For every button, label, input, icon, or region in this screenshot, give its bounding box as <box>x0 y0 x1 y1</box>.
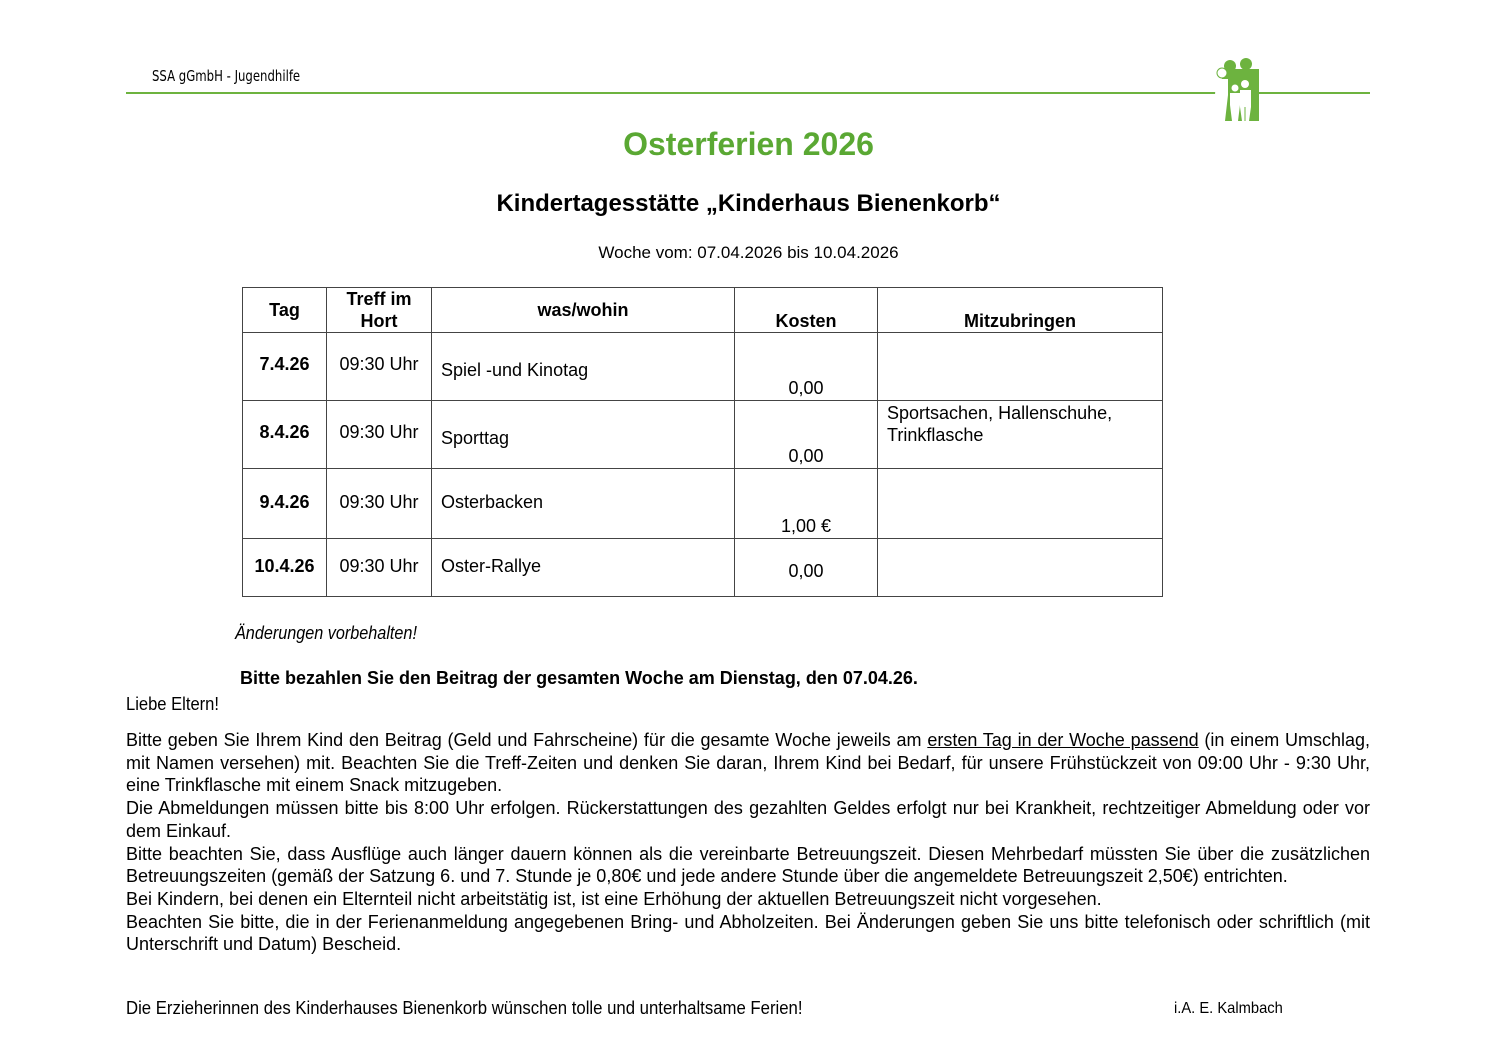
cell-treff: 09:30 Uhr <box>327 469 432 539</box>
cell-kosten: 0,00 <box>735 539 878 597</box>
cell-was: Sporttag <box>432 401 735 469</box>
page-title: Osterferien 2026 <box>623 126 874 162</box>
header-was: was/wohin <box>432 288 735 333</box>
cell-tag: 9.4.26 <box>243 469 327 539</box>
cell-kosten: 0,00 <box>735 401 878 469</box>
table-header-row <box>243 288 1163 333</box>
cell-was: Oster-Rallye <box>432 539 735 597</box>
organization-name: SSA gGmbH - Jugendhilfe <box>152 67 301 85</box>
signature: i.A. E. Kalmbach <box>1174 1000 1283 1017</box>
cell-kosten: 1,00 € <box>735 469 878 539</box>
closing-text: Die Erzieherinnen des Kinderhauses Bienenkorb wünschen tolle und unterhaltsame Ferien! <box>126 998 803 1018</box>
cell-tag: 8.4.26 <box>243 401 327 469</box>
header-kosten: Kosten <box>735 288 878 333</box>
header-divider <box>126 92 1370 94</box>
payment-notice: Bitte bezahlen Sie den Beitrag der gesamten Woche am Dienstag, den 07.04.26. <box>240 668 918 688</box>
paragraph-text: (in einem Umschlag, mit Namen versehen) mit. Beachten Sie die Treff-Zeiten und denken Sie daran, Ihrem Kind bei Bedarf, für unsere Frühstückzeit von 09:00 Uhr - 9:30 Uhr, eine Trinkflasche mit einem Snack mitzugeben. <box>126 730 1370 796</box>
page-subtitle: Kindertagesstätte „Kinderhaus Bienenkorb“ <box>496 190 1001 217</box>
changes-reserved-note: Änderungen vorbehalten! <box>235 623 417 643</box>
underlined-text: ersten Tag in der Woche passend <box>927 730 1199 750</box>
cell-was: Osterbacken <box>432 469 735 539</box>
cell-treff: 09:30 Uhr <box>327 401 432 469</box>
cell-mitzubringen <box>878 539 1163 597</box>
paragraph-text: Bitte geben Sie Ihrem Kind den Beitrag (Geld und Fahrscheine) für die gesamte Woche jeweils am <box>126 730 928 750</box>
week-range: Woche vom: 07.04.2026 bis 10.04.2026 <box>598 243 899 262</box>
greeting: Liebe Eltern! <box>126 694 219 714</box>
cell-mitzubringen <box>878 333 1163 401</box>
schedule-table <box>242 287 1163 597</box>
paragraph-cancellation: Die Abmeldungen müssen bitte bis 8:00 Uhr erfolgen. Rückerstattungen des gezahlten Geldes erfolgt nur bei Krankheit, rechtzeitiger Abmeldung oder vor dem Einkauf. <box>126 798 1370 841</box>
cell-treff: 09:30 Uhr <box>327 539 432 597</box>
cell-tag: 10.4.26 <box>243 539 327 597</box>
body-text <box>126 729 1370 956</box>
cell-treff: 09:30 Uhr <box>327 333 432 401</box>
header-mitzubringen: Mitzubringen <box>878 288 1163 333</box>
header-treff <box>327 288 432 333</box>
cell-mitzubringen: Sportsachen, Hallenschuhe, Trinkflasche <box>878 401 1163 469</box>
table-row <box>243 333 1163 401</box>
paragraph-excursions: Bitte beachten Sie, dass Ausflüge auch länger dauern können als die vereinbarte Betreuungszeit. Diesen Mehrbedarf müssten Sie über die zusätzlichen Betreuungszeiten (gemäß der Satzung 6. und 7. Stunde je 0,80€ und jede andere Stunde über die angemeldete Betreuungszeit 2,50€) entrichten. <box>126 843 1370 887</box>
paragraph-care-time: Bei Kindern, bei denen ein Elternteil nicht arbeitstätig ist, ist eine Erhöhung der aktuellen Betreuungszeit nicht vorgesehen. <box>126 888 1102 909</box>
cell-mitzubringen <box>878 469 1163 539</box>
family-logo-icon <box>1213 55 1263 121</box>
cell-kosten: 0,00 <box>735 333 878 401</box>
header-treff-line1: Treff im <box>346 289 412 309</box>
paragraph-pickup-times: Beachten Sie bitte, die in der Ferienanmeldung angegebenen Bring- und Abholzeiten. Bei Änderungen geben Sie uns bitte telefonisch oder schriftlich (mit Unterschrift und Datum) Bescheid. <box>126 911 1370 955</box>
header-treff-line2: Hort <box>360 311 398 331</box>
table-row <box>243 539 1163 597</box>
paragraph-payment <box>126 729 1370 797</box>
header-tag: Tag <box>243 288 327 333</box>
cell-was: Spiel -und Kinotag <box>432 333 735 401</box>
table-row <box>243 401 1163 469</box>
table-row <box>243 469 1163 539</box>
cell-tag: 7.4.26 <box>243 333 327 401</box>
